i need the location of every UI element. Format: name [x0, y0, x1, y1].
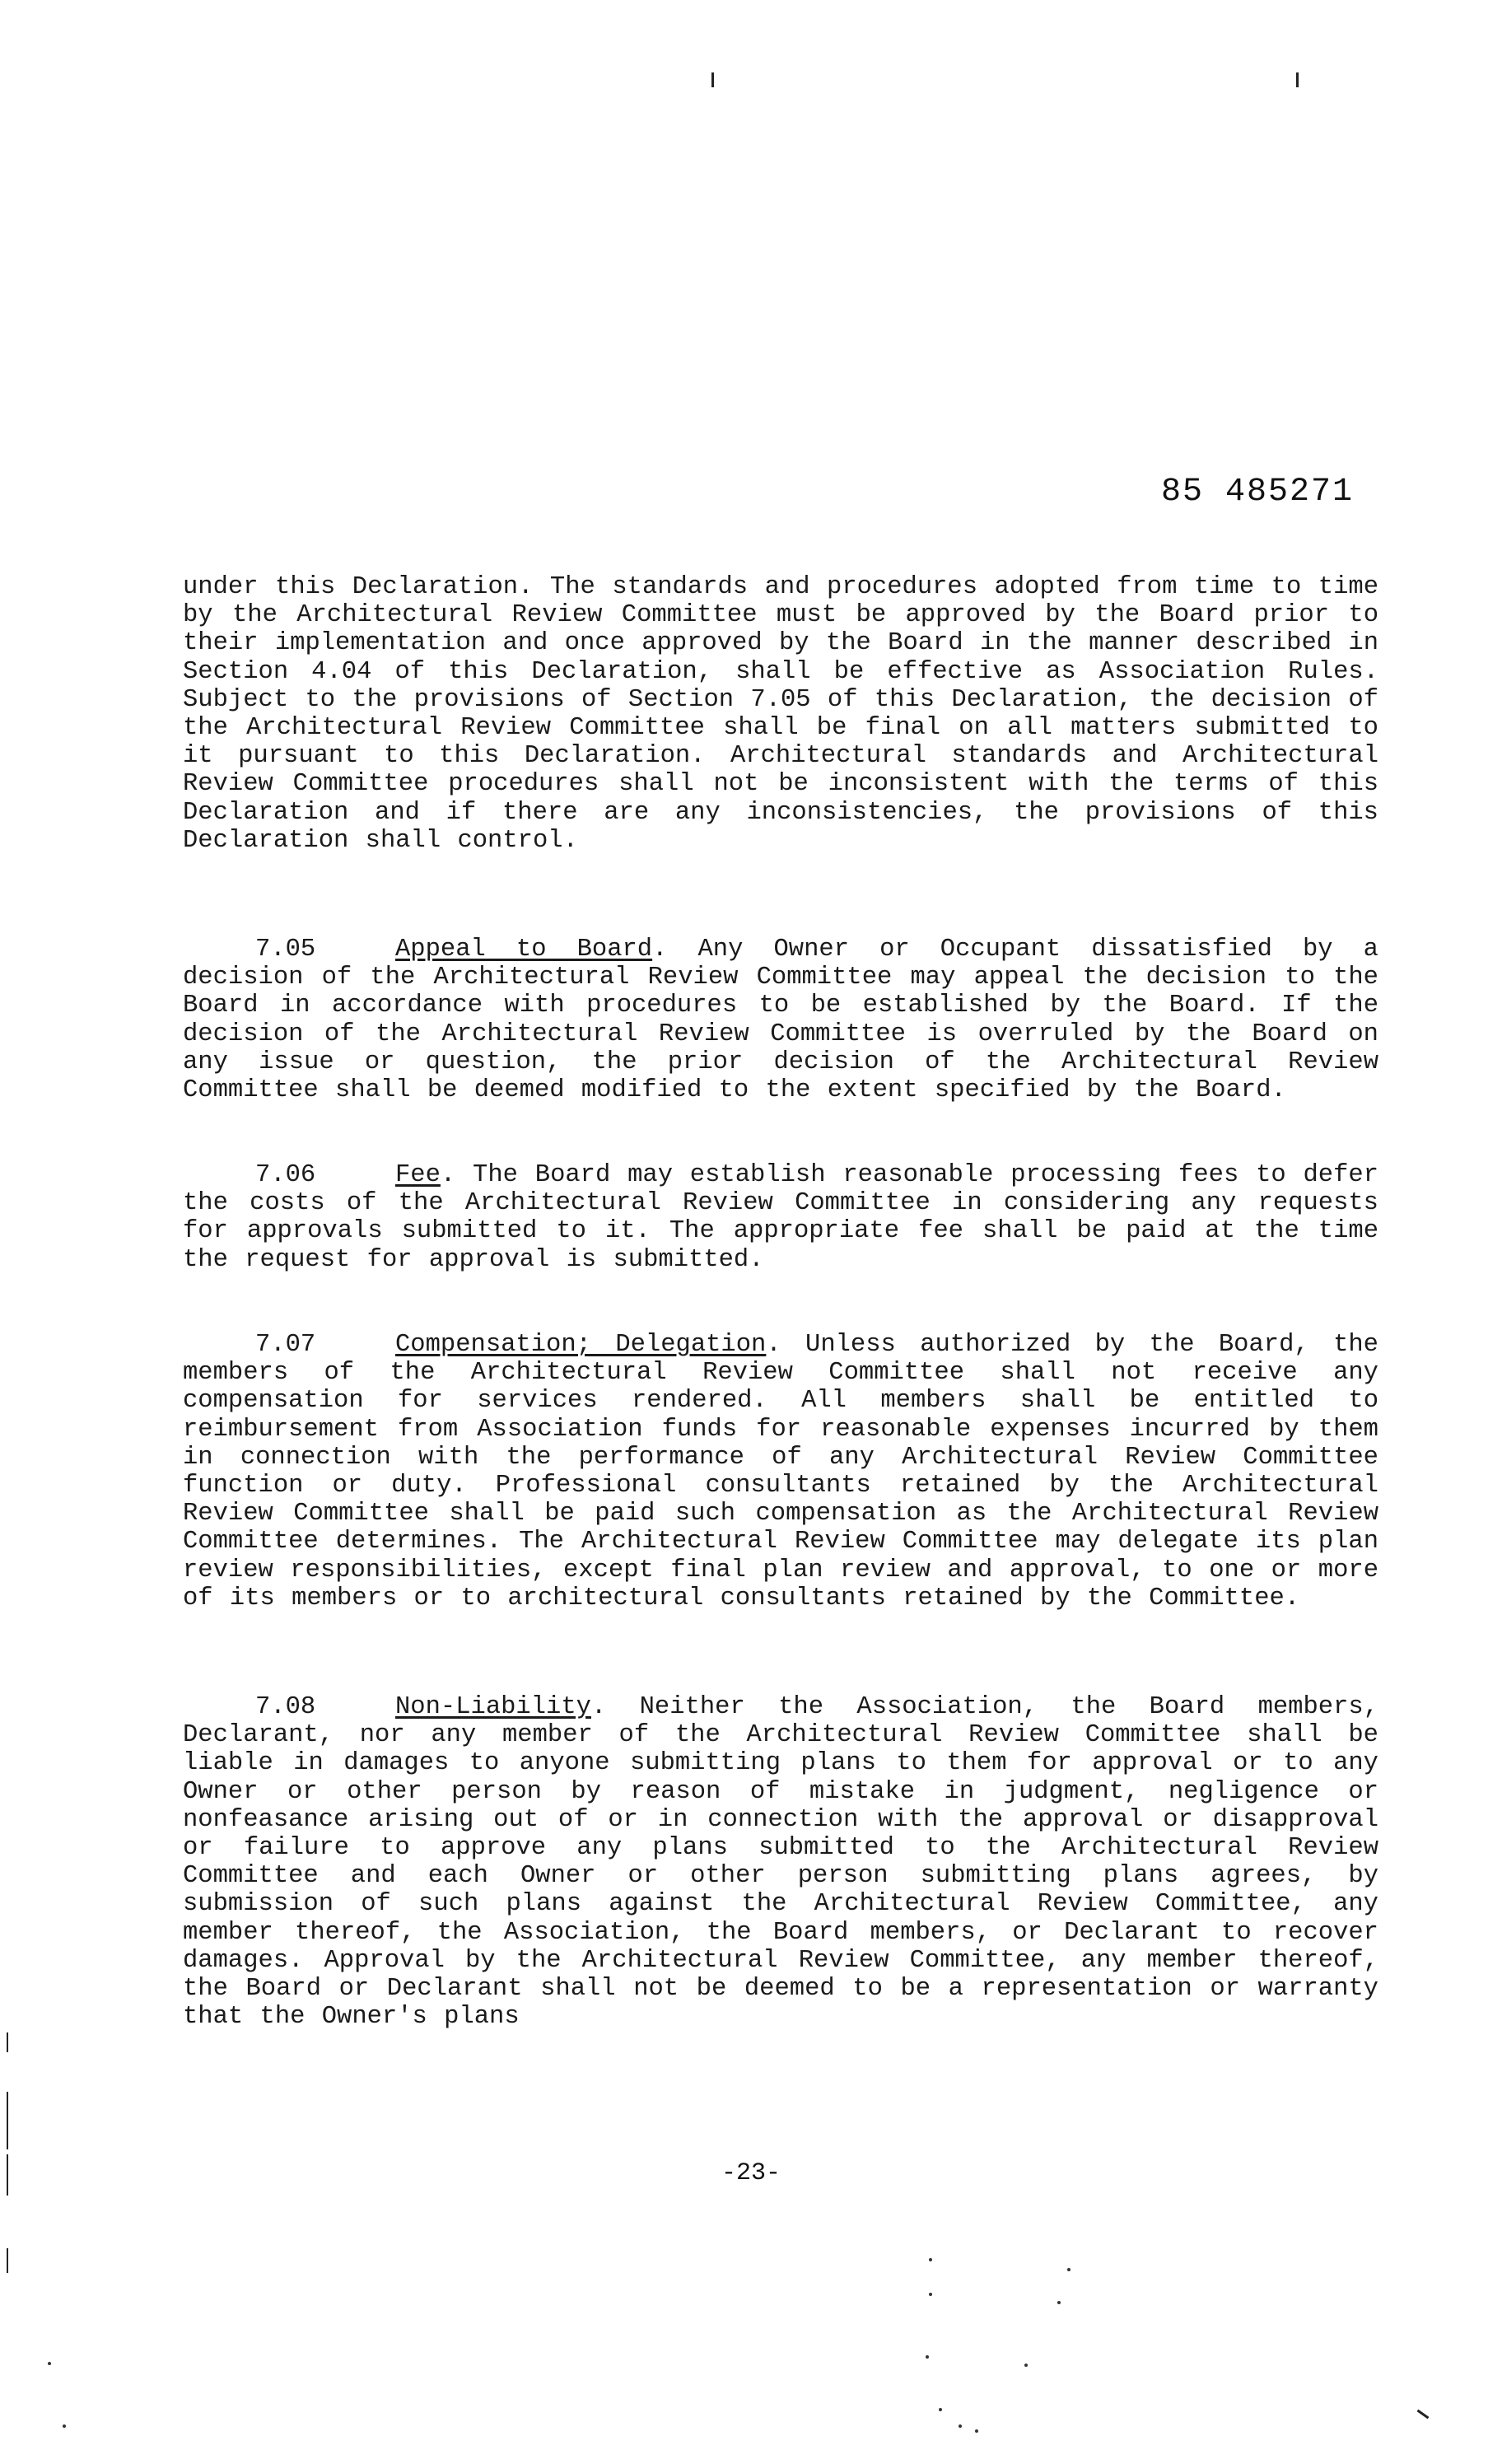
- document-number: 85 485271: [1161, 474, 1355, 511]
- section-number: 7.07: [255, 1331, 316, 1359]
- scan-speck: [926, 2355, 929, 2359]
- scan-mark: [1296, 72, 1299, 87]
- section-text: . Unless authorized by the Board, the members of the Architectural Review Committee shall not receive any compensation for services rendered. All members shall be entitled to reimbursement from Association funds for reasonable expenses incurred by them in connection with the performance of any Architectural Review Committee function or duty. Professional consultants retained by the Architectural Review Committee shall be paid such compensation as the Architectural Review Committee determines. The Architectural Review Committee may delegate its plan review responsibilities, except final plan review and approval, to one or more of its members or to architectural consultants retained by the Committee.: [183, 1331, 1378, 1612]
- body-text: [183, 573, 1378, 855]
- scan-mark: [7, 2154, 8, 2196]
- scan-speck: [959, 2424, 962, 2428]
- page-number: -23-: [721, 2159, 781, 2187]
- scan-mark: [7, 2092, 8, 2149]
- section-7-07: [183, 1331, 1378, 1612]
- section-heading: Compensation; Delegation: [395, 1331, 767, 1359]
- scan-speck: [929, 2258, 932, 2261]
- section-text: . Any Owner or Occupant dissatisfied by a decision of the Architectural Review Committee may appeal the decision to the Board in accordance with procedures to be established by the Board. If the decision of the Architectural Review Committee is overruled by the Board on any issue or question, the prior decision of the Architectural Review Committee shall be deemed modified to the extent specified by the Board.: [183, 936, 1378, 1105]
- section-7-06: [183, 1161, 1378, 1274]
- section-7-08: [183, 1693, 1378, 2031]
- scan-speck: [975, 2429, 978, 2433]
- scan-speck: [929, 2293, 932, 2296]
- scan-mark: [7, 2248, 8, 2273]
- section-text: . The Board may establish reasonable processing fees to defer the costs of the Architectural Review Committee in considering any requests for approvals submitted to it. The appropriate fee shall be paid at the time the request for approval is submitted.: [183, 1161, 1378, 1274]
- scan-speck: [48, 2362, 51, 2365]
- scan-speck: [1024, 2364, 1028, 2367]
- scan-mark: [1417, 2410, 1430, 2420]
- scan-speck: [1067, 2268, 1071, 2271]
- section-number: 7.05: [255, 936, 316, 964]
- section-number: 7.08: [255, 1693, 316, 1721]
- section-number: 7.06: [255, 1161, 316, 1189]
- scan-mark: [7, 2032, 8, 2052]
- section-heading: Non-Liability: [395, 1693, 591, 1721]
- scan-speck: [63, 2424, 66, 2428]
- scan-speck: [939, 2408, 942, 2411]
- intro-paragraph: under this Declaration. The standards and procedures adopted from time to time by the Architectural Review Committee must be approved by the Board prior to their implementation and once approved by the Board in the manner described in Section 4.04 of this Declaration, shall be effective as Association Rules. Subject to the provisions of Section 7.05 of this Declaration, the decision of the Architectural Review Committee shall be final on all matters submitted to it pursuant to this Declaration. Architectural standards and Architectural Review Committee procedures shall not be inconsistent with the terms of this Declaration and if there are any inconsistencies, the provisions of this Declaration shall control.: [183, 573, 1378, 855]
- section-text: . Neither the Association, the Board members, Declarant, nor any member of the Architectural Review Committee shall be liable in damages to anyone submitting plans to them for approval or to any Owner or other person by reason of mistake in judgment, negligence or nonfeasance arising out of or in connection with the approval or disapproval or failure to approve any plans submitted to the Architectural Review Committee and each Owner or other person submitting plans agrees, by submission of such plans against the Architectural Review Committee, any member thereof, the Association, the Board members, or Declarant to recover damages. Approval by the Architectural Review Committee, any member thereof, the Board or Declarant shall not be deemed to be a representation or warranty that the Owner's plans: [183, 1693, 1378, 2032]
- scan-mark: [711, 72, 714, 87]
- section-7-05: [183, 936, 1378, 1104]
- scan-speck: [1057, 2301, 1061, 2304]
- section-heading: Appeal to Board: [395, 936, 653, 964]
- section-heading: Fee: [395, 1161, 441, 1189]
